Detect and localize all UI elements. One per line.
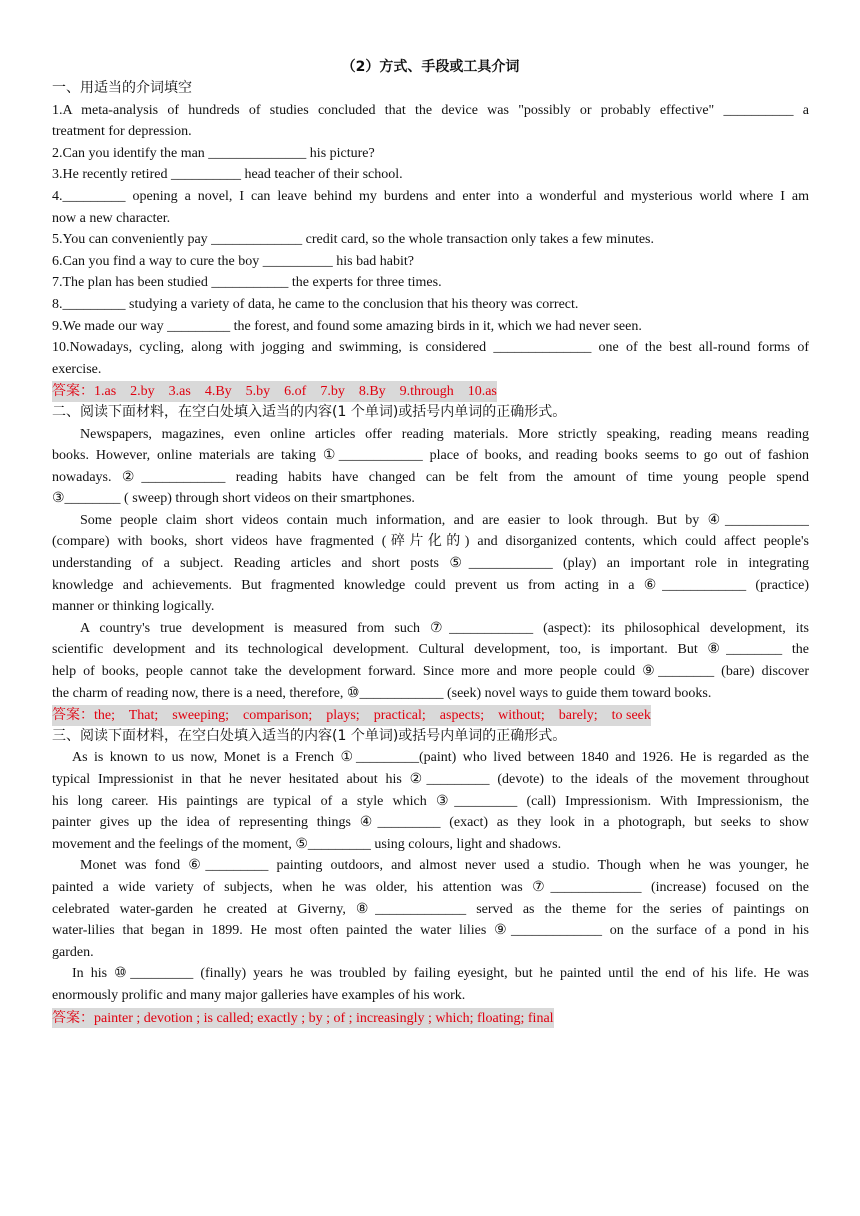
- s2-line: A country's true development is measured from such ⑦____________ (aspect): its philosophical development, its: [80, 620, 809, 636]
- s2-line: nowadays. ②____________ reading habits have changed can be felt from the amount of time young people spend: [52, 469, 809, 485]
- s2-line: manner or thinking logically.: [52, 599, 215, 615]
- s2-line: the charm of reading now, there is a need, therefore, ⑩____________ (seek) novel ways to guide them toward books.: [52, 685, 712, 701]
- s3-line: garden.: [52, 944, 94, 960]
- s1-line: 4._________ opening a novel, I can leave behind my burdens and enter into a wonderful and mysterious world where I am: [52, 188, 809, 204]
- s1-line: 5.You can conveniently pay _____________ credit card, so the whole transaction only takes a few minutes.: [52, 232, 654, 248]
- s1-line: 6.Can you find a way to cure the boy __________ his bad habit?: [52, 253, 414, 269]
- s2-line: scientific development and its technological development. Cultural development, too, is important. But ⑧________ the: [52, 642, 809, 658]
- page-title: （2）方式、手段或工具介词: [341, 59, 520, 75]
- s3-line: In his ⑩_________ (finally) years he was troubled by failing eyesight, but he painted until the end of his life. He was: [72, 966, 809, 982]
- section-3-answer: [52, 1007, 809, 1029]
- answer-label: 答案：: [52, 1009, 94, 1026]
- s2-line: Newspapers, magazines, even online articles offer reading materials. More strictly speaking, reading means reading: [80, 426, 809, 442]
- s1-line: exercise.: [52, 361, 102, 377]
- s1-line: now a new character.: [52, 210, 171, 226]
- answer-text: 1.as 2.by 3.as 4.By 5.by 6.of 7.by 8.By 9.through 10.as: [94, 384, 497, 400]
- s2-line: books. However, online materials are taking ①____________ place of books, and reading books seems to go out of fashion: [52, 448, 809, 464]
- s3-line: painter gives up the idea of representing things ④_________ (exact) as they look in a photograph, but seeks to show: [52, 815, 809, 831]
- s1-line: 7.The plan has been studied ___________ the experts for three times.: [52, 275, 442, 291]
- section-2-heading: 二、阅读下面材料，在空白处填入适当的内容(1 个单词)或括号内单词的正确形式。: [52, 403, 567, 420]
- s1-line: 10.Nowadays, cycling, along with jogging and swimming, is considered ______________ one of the best all-round forms of: [52, 340, 809, 356]
- s1-line: 2.Can you identify the man ______________ his picture?: [52, 145, 375, 161]
- s1-line: 1.A meta-analysis of hundreds of studies concluded that the device was "possibly or probably effective" __________ a: [52, 102, 809, 118]
- s3-line: water-lilies that began in 1899. He most often painted the water lilies ⑨_____________ on the surface of a pond in his: [52, 923, 809, 939]
- s2-line: knowledge and achievements. But fragmented knowledge could prevent us from acting in a ⑥____________ (practice): [52, 577, 809, 593]
- s3-line: painted a wide variety of subjects, when he was older, his attention was ⑦_____________ (increase) focused on the: [52, 879, 809, 895]
- s1-line: treatment for depression.: [52, 124, 192, 140]
- s2-line: (compare) with books, short videos have fragmented (碎片化的) and disorganized contents, which could affect people's: [52, 534, 809, 550]
- s3-line: Monet was fond ⑥_________ painting outdoors, and almost never used a studio. Though when he was younger, he: [80, 858, 809, 874]
- answer-text: the; That; sweeping; comparison; plays; practical; aspects; without; barely; to seek: [94, 708, 651, 724]
- s1-line: 3.He recently retired __________ head teacher of their school.: [52, 167, 403, 183]
- s3-line: movement and the feelings of the moment, ⑤_________ using colours, light and shadows.: [52, 836, 562, 852]
- section-1-heading: 一、用适当的介词填空: [52, 80, 192, 96]
- s2-line: understanding of a subject. Reading articles and short posts ⑤____________ (play) an important role in integrating: [52, 556, 809, 572]
- answer-text: painter ; devotion ; is called; exactly ; by ; of ; increasingly ; which; floating; final: [94, 1010, 554, 1026]
- answer-label: 答案：: [52, 707, 94, 724]
- s2-line: Some people claim short videos contain much information, and are easier to look through. But by ④____________: [80, 512, 809, 528]
- document-page: [52, 56, 809, 1028]
- s1-line: 9.We made our way _________ the forest, and found some amazing birds in it, which we had never seen.: [52, 318, 642, 334]
- s2-line: ③________ ( sweep) through short videos on their smartphones.: [52, 491, 415, 507]
- s3-line: celebrated water-garden he created at Giverny, ⑧_____________ served as the theme for the series of paintings on: [52, 901, 809, 917]
- section-1-answer: [52, 380, 809, 402]
- answer-label: 答案：: [52, 383, 94, 400]
- s3-line: typical Impressionist in that he never hesitated about his ②_________ (devote) to the ideals of the movement throughout: [52, 772, 809, 787]
- section-3-heading: 三、阅读下面材料，在空白处填入适当的内容(1 个单词)或括号内单词的正确形式。: [52, 727, 567, 744]
- section-2-answer: [52, 704, 809, 726]
- s3-line: As is known to us now, Monet is a French ①_________(paint) who lived between 1840 and 1926. He is regarded as the: [72, 750, 809, 766]
- s3-line: his long career. His paintings are typical of a style which ③_________ (call) Impressionism. With Impressionism, the: [52, 793, 809, 809]
- s3-line: enormously prolific and many major galleries have examples of his work.: [52, 987, 466, 1003]
- s1-line: 8._________ studying a variety of data, he came to the conclusion that his theory was correct.: [52, 296, 579, 312]
- s2-line: help of books, people cannot take the development forward. Since more and more people could ⑨________ (bare) discover: [52, 664, 809, 680]
